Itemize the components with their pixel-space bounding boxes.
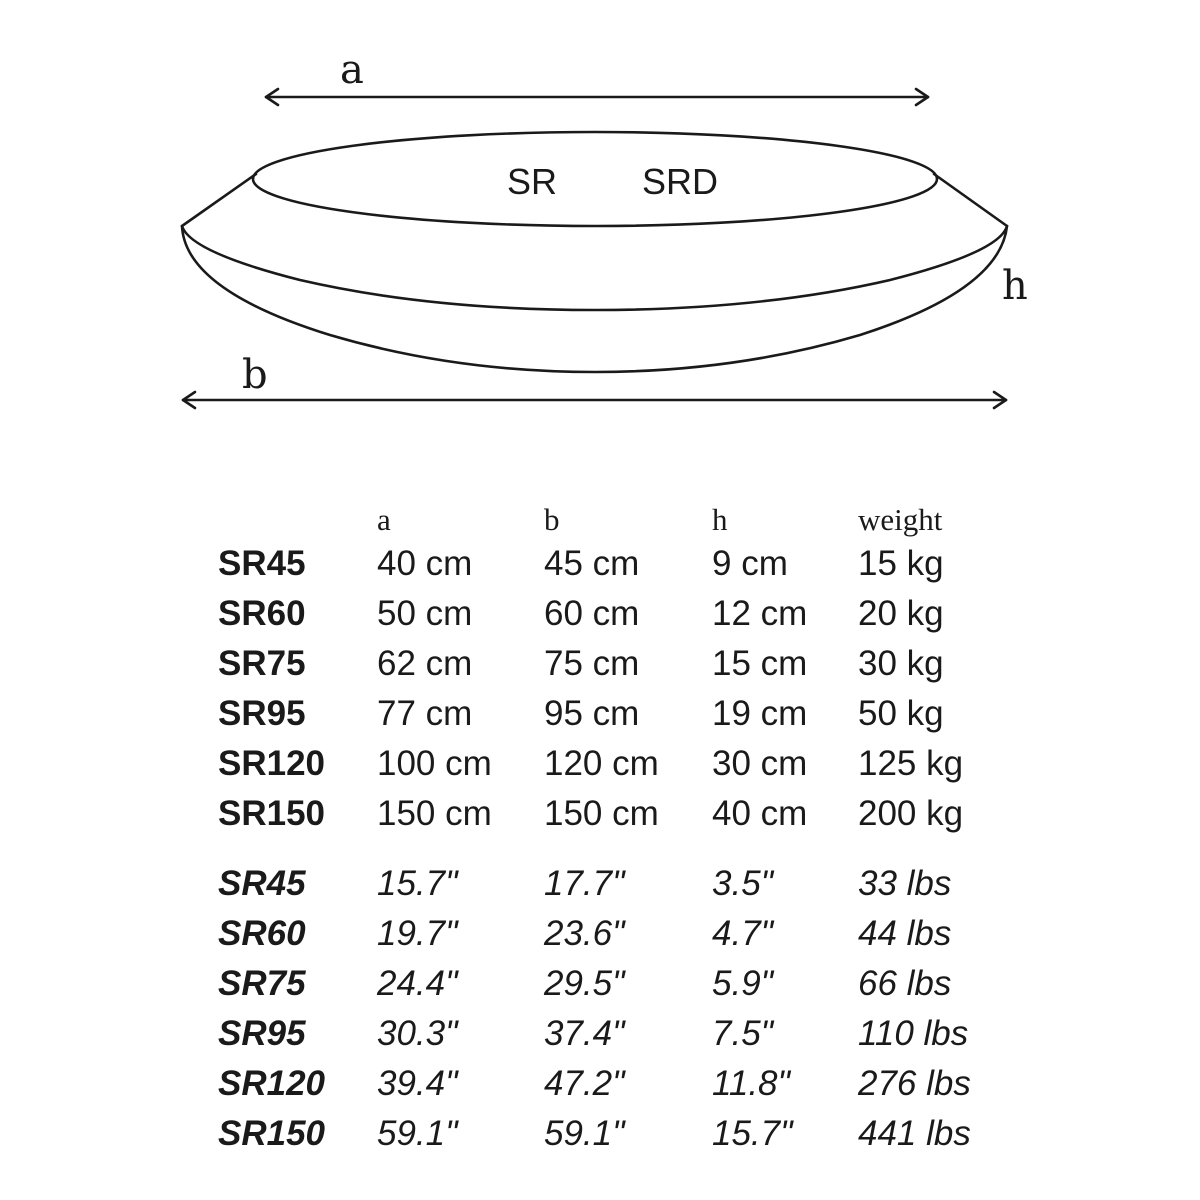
model-label-sr: SR	[507, 161, 558, 202]
imperial-model-name: SR120	[218, 1064, 326, 1103]
dimension-h-label: h	[1002, 263, 1028, 309]
imperial-dimension-a: 59.1"	[377, 1114, 458, 1153]
imperial-weight: 276 lbs	[858, 1064, 971, 1103]
imperial-dimension-a: 15.7"	[377, 864, 458, 903]
imperial-dimension-b: 59.1"	[544, 1114, 625, 1153]
column-header-weight: weight	[858, 502, 943, 537]
metric-model-name: SR45	[218, 544, 306, 583]
metric-dimension-a: 150 cm	[377, 794, 492, 833]
metric-dimension-h: 30 cm	[712, 744, 808, 783]
metric-dimension-a: 50 cm	[377, 594, 473, 633]
metric-dimension-a: 100 cm	[377, 744, 492, 783]
column-header-a: a	[377, 502, 391, 537]
imperial-model-name: SR150	[218, 1114, 326, 1153]
imperial-weight: 33 lbs	[858, 864, 952, 903]
metric-dimension-h: 40 cm	[712, 794, 808, 833]
imperial-dimension-b: 23.6"	[544, 914, 625, 953]
metric-dimension-h: 19 cm	[712, 694, 808, 733]
metric-dimension-h: 15 cm	[712, 644, 808, 683]
metric-dimension-a: 77 cm	[377, 694, 473, 733]
imperial-dimension-h: 15.7"	[712, 1114, 793, 1153]
imperial-weight: 110 lbs	[858, 1014, 969, 1053]
imperial-dimension-a: 30.3"	[377, 1014, 458, 1053]
metric-weight: 125 kg	[858, 744, 964, 783]
dimension-a-label: a	[340, 47, 364, 93]
metric-dimension-b: 120 cm	[544, 744, 659, 783]
metric-weight: 50 kg	[858, 694, 944, 733]
imperial-dimension-b: 37.4"	[544, 1014, 625, 1053]
imperial-dimension-h: 4.7"	[712, 914, 774, 953]
model-label-srd: SRD	[642, 161, 719, 202]
imperial-model-name: SR95	[218, 1014, 306, 1053]
imperial-model-name: SR75	[218, 964, 306, 1003]
imperial-weight: 441 lbs	[858, 1114, 971, 1153]
metric-dimension-b: 45 cm	[544, 544, 640, 583]
metric-weight: 30 kg	[858, 644, 944, 683]
column-header-b: b	[544, 502, 560, 537]
imperial-dimension-h: 3.5"	[712, 864, 774, 903]
imperial-dimension-a: 24.4"	[377, 964, 458, 1003]
metric-dimension-h: 12 cm	[712, 594, 808, 633]
imperial-dimension-a: 39.4"	[377, 1064, 458, 1103]
imperial-weight: 44 lbs	[858, 914, 952, 953]
metric-model-name: SR95	[218, 694, 306, 733]
metric-dimension-b: 95 cm	[544, 694, 640, 733]
imperial-dimension-b: 47.2"	[544, 1064, 625, 1103]
imperial-dimension-b: 29.5"	[544, 964, 625, 1003]
metric-weight: 15 kg	[858, 544, 944, 583]
metric-dimension-a: 40 cm	[377, 544, 473, 583]
metric-weight: 200 kg	[858, 794, 964, 833]
imperial-model-name: SR60	[218, 914, 306, 953]
metric-model-name: SR60	[218, 594, 306, 633]
imperial-dimension-b: 17.7"	[544, 864, 625, 903]
imperial-model-name: SR45	[218, 864, 306, 903]
imperial-weight: 66 lbs	[858, 964, 952, 1003]
metric-dimension-h: 9 cm	[712, 544, 788, 583]
metric-model-name: SR150	[218, 794, 326, 833]
metric-dimension-b: 75 cm	[544, 644, 640, 683]
column-header-h: h	[712, 502, 728, 537]
imperial-dimension-h: 5.9"	[712, 964, 774, 1003]
metric-model-name: SR75	[218, 644, 306, 683]
metric-dimension-b: 150 cm	[544, 794, 659, 833]
imperial-dimension-h: 7.5"	[712, 1014, 774, 1053]
metric-dimension-b: 60 cm	[544, 594, 640, 633]
imperial-dimension-h: 11.8"	[712, 1064, 790, 1103]
dimension-b-label: b	[242, 352, 268, 398]
metric-weight: 20 kg	[858, 594, 944, 633]
imperial-dimension-a: 19.7"	[377, 914, 458, 953]
metric-dimension-a: 62 cm	[377, 644, 473, 683]
metric-model-name: SR120	[218, 744, 326, 783]
